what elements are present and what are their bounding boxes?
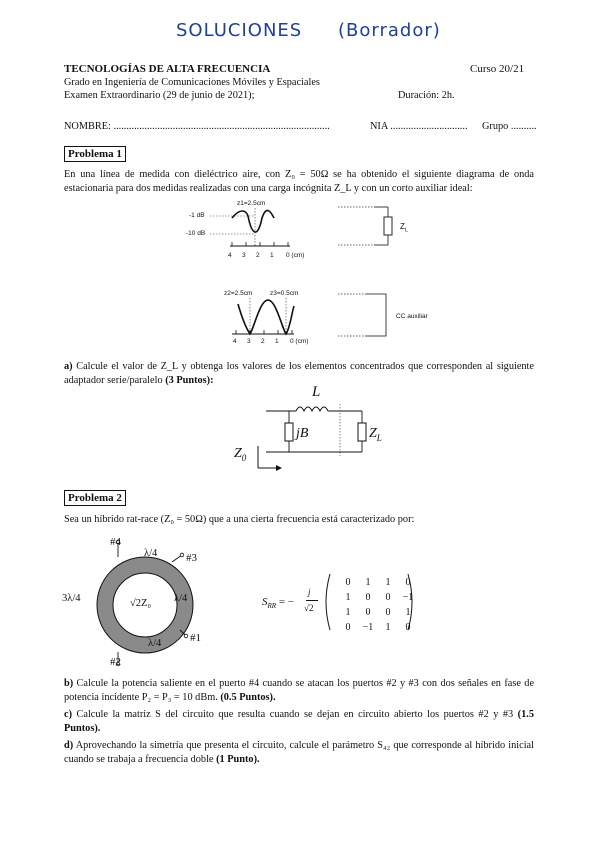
standing-wave-curve-2 <box>238 300 294 334</box>
inductor-L <box>296 407 328 411</box>
degree-name: Grado en Ingeniería de Comunicaciones Móviles y Espaciales <box>64 77 320 88</box>
s-matrix-body <box>338 575 418 635</box>
fraction-bar <box>306 600 318 601</box>
matrix-cell: −1 <box>362 622 374 633</box>
cc-auxiliar-label: CC auxiliar <box>396 313 428 320</box>
fig2-tick-3: 3 <box>247 338 251 345</box>
handwritten-note: (Borrador) <box>338 20 441 41</box>
z2-label: z2=2.5cm <box>224 290 253 297</box>
db10-label: -10 dB <box>186 230 206 237</box>
load-schematic <box>336 205 396 247</box>
grupo-field: Grupo .......... <box>482 121 537 132</box>
matrix-cell: 0 <box>365 607 371 618</box>
matrix-cell: 0 <box>405 577 411 588</box>
z0-label-circuit: $Z_0$ <box>234 446 247 463</box>
course-title: TECNOLOGÍAS DE ALTA FRECUENCIA <box>64 63 271 75</box>
ring-impedance-label: √2Z₀ <box>130 598 152 609</box>
z3-label: z3=0.5cm <box>270 290 299 297</box>
fig1-tick-1: 1 <box>270 252 274 259</box>
nia-field: NIA .............................. <box>370 121 468 132</box>
s-matrix-den: √2 <box>304 603 314 613</box>
port3-label: #3 <box>186 552 197 564</box>
lambda4-top-label: λ/4 <box>144 548 158 559</box>
matrix-cell: 0 <box>385 607 391 618</box>
course-year: Curso 20/21 <box>470 63 525 75</box>
fig2-tick-4: 4 <box>233 338 237 345</box>
problem2-label: Problema 2 <box>64 490 126 506</box>
load-ZL-box <box>358 423 366 441</box>
problem2-statement: Sea un híbrido rat-race (Z₀ = 50Ω) que a una cierta frecuencia está caracterizado por: <box>64 514 415 525</box>
fig1-tick-2: 2 <box>256 252 260 259</box>
matrix-cell: 1 <box>385 577 391 588</box>
part-c-text: c) Calcule la matriz S del circuito que resulta cuando se dejan en circuito abierto los puertos #2 y #3 (1.5 Puntos). <box>64 709 534 734</box>
part-d-text: d) Aprovechando la simetría que presenta el circuito, calcule el parámetro S₄₂ que corresponde al híbrido inicial cuando se trabaja a frecuencia doble (1 Punto). <box>64 740 534 765</box>
part-b-text: b) Calcule la potencia saliente en el puerto #4 cuando se atacan los puertos #2 y #3 con dos señales en fase de potencia incidente P₂ = P₃ = 10 dBm. (0.5 Puntos). <box>64 678 535 703</box>
susceptance-jB-box <box>285 423 293 441</box>
lambda4-right-label: λ/4 <box>174 593 188 604</box>
short-schematic <box>336 292 396 340</box>
fig2-tick-1: 1 <box>275 338 279 345</box>
inductor-label: L <box>312 384 321 400</box>
standing-wave-figure-short <box>220 298 320 343</box>
nombre-field: NOMBRE: .................................................................................... <box>64 121 330 132</box>
matrix-cell: 0 <box>405 622 411 633</box>
matrix-cell: 0 <box>365 592 371 603</box>
matrix-cell: 0 <box>345 622 351 633</box>
exam-name: Examen Extraordinario (29 de junio de 2021); <box>64 90 255 101</box>
matrix-cell: −1 <box>402 592 414 603</box>
matrix-row <box>338 590 418 605</box>
port4-label: #4 <box>110 536 121 548</box>
part-a-text: a) Calcule el valor de Z_L y obtenga los valores de los elementos concentrados que corresponden al siguiente adaptador serie/paralelo (3 Puntos): <box>64 361 534 386</box>
fig1-tick-4: 4 <box>228 252 232 259</box>
zl-label-fig1: $Z_L$ <box>400 222 408 234</box>
matrix-row <box>338 575 418 590</box>
matrix-cell: 1 <box>345 607 351 618</box>
three-lambda4-label: 3λ/4 <box>62 593 81 604</box>
matrix-cell: 1 <box>365 577 371 588</box>
zl-label-circuit: $Z_L$ <box>369 426 382 443</box>
fig1-tick-0: 0 (cm) <box>286 252 305 259</box>
s-matrix-table <box>338 575 418 635</box>
port3-node <box>180 553 184 557</box>
exam-duration: Duración: 2h. <box>398 90 455 101</box>
matrix-row <box>338 620 418 635</box>
s-matrix-num: j <box>308 587 311 597</box>
fig1-tick-3: 3 <box>242 252 246 259</box>
problem1-statement: En una línea de medida con dieléctrico aire, con Z₀ = 50Ω se ha obtenido el siguiente diagrama de onda estacionaria para dos medidas realizadas con una carga incógnita Z_L y con un corto auxiliar ideal: <box>64 169 534 194</box>
matrix-cell: 0 <box>345 577 351 588</box>
lambda4-bottom-label: λ/4 <box>148 638 162 649</box>
matrix-cell: 1 <box>385 622 391 633</box>
port1-label: #1 <box>190 632 201 644</box>
db1-label: -1 dB <box>189 212 205 219</box>
matrix-row <box>338 605 418 620</box>
fig2-tick-2: 2 <box>261 338 265 345</box>
matrix-cell: 0 <box>385 592 391 603</box>
handwritten-title: SOLUCIONES <box>176 20 303 41</box>
fig2-tick-0: 0 (cm) <box>290 338 309 345</box>
z1-label: z1=2.5cm <box>237 200 266 207</box>
jb-label: jB <box>296 426 309 441</box>
zl-resistor-box <box>384 217 392 235</box>
s-matrix-lhs: $S_{RR}$ = − <box>262 596 294 611</box>
matrix-cell: 1 <box>345 592 351 603</box>
standing-wave-curve-1 <box>232 210 274 232</box>
problem1-label: Problema 1 <box>64 146 126 162</box>
port2-label: #2 <box>110 656 121 668</box>
port1-node <box>184 634 188 638</box>
matrix-cell: 1 <box>405 607 411 618</box>
